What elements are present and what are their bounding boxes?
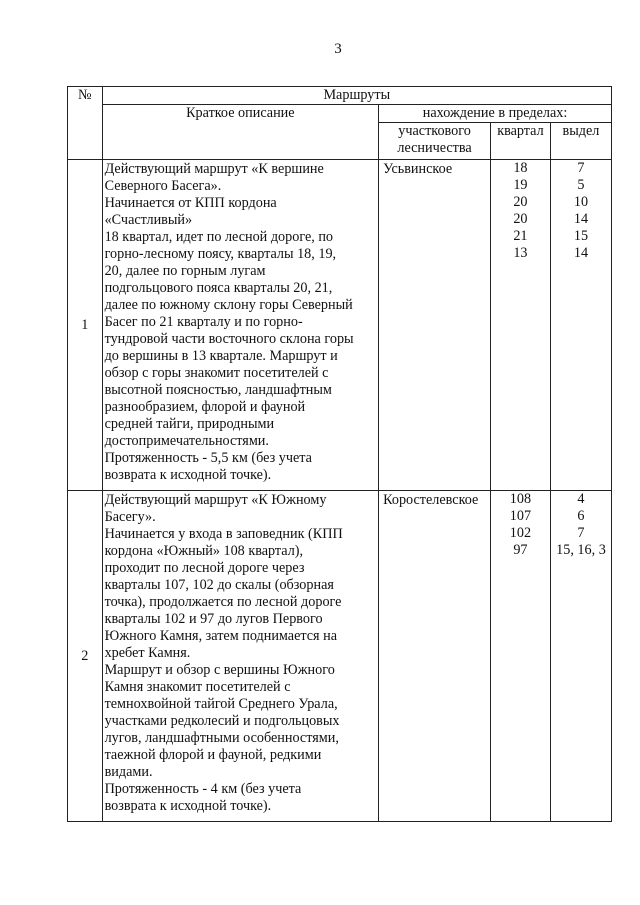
description-line: Протяженность - 5,5 км (без учета [104, 450, 312, 466]
forestry-name: Усьвинское [379, 160, 491, 491]
vydel-value: 7 [577, 160, 585, 176]
table-row [68, 160, 612, 491]
row-number: 2 [68, 491, 103, 822]
description-line: «Счастливый» [104, 212, 193, 228]
header-forestry-line2: лесничества [397, 140, 472, 156]
kvartal-value: 108 [509, 491, 532, 507]
kvartal-value: 19 [513, 177, 528, 193]
kvartal-value: 97 [513, 542, 528, 558]
description-line: Действующий маршрут «К вершине [104, 161, 324, 177]
kvartal-value: 107 [509, 508, 532, 524]
header-short-description: Краткое описание [102, 105, 379, 160]
description-line: видами. [104, 764, 153, 780]
description-line: далее по южному склону горы Северный [104, 297, 353, 313]
description-line: обзор с горы знакомит посетителей с [104, 365, 329, 381]
route-description [102, 491, 379, 822]
kvartal-value: 13 [513, 245, 528, 261]
header-kvartal: квартал [490, 123, 550, 160]
description-line: Басег по 21 кварталу и по горно- [104, 314, 303, 330]
description-line: темнохвойной тайгой Среднего Урала, [104, 696, 338, 712]
route-description [102, 160, 379, 491]
description-line: Северного Басега». [104, 178, 222, 194]
description-line: 20, далее по горным лугам [104, 263, 266, 279]
vydel-value: 15 [573, 228, 589, 244]
kvartal-list [490, 491, 550, 822]
row-number: 1 [68, 160, 103, 491]
description-line: хребет Камня. [104, 645, 191, 661]
header-vydel: выдел [550, 123, 611, 160]
kvartal-value: 20 [513, 194, 528, 210]
description-line: Басегу». [104, 509, 156, 525]
description-line: Маршрут и обзор с вершины Южного [104, 662, 335, 678]
description-line: проходит по лесной дороге через [104, 560, 305, 576]
vydel-list [550, 160, 611, 491]
description-line: Камня знакомит посетителей с [104, 679, 291, 695]
vydel-value: 7 [577, 525, 585, 541]
vydel-value: 15, 16, 3 [556, 542, 606, 558]
vydel-value: 14 [573, 245, 589, 261]
kvartal-value: 18 [513, 160, 528, 176]
routes-table [67, 86, 612, 822]
description-line: средней тайги, природными [104, 416, 275, 432]
description-line: Протяженность - 4 км (без учета [104, 781, 302, 797]
page-number: 3 [334, 41, 342, 57]
kvartal-value: 102 [509, 525, 532, 541]
description-line: до вершины в 13 квартале. Маршрут и [104, 348, 338, 364]
kvartal-value: 20 [513, 211, 528, 227]
description-line: 18 квартал, идет по лесной дороге, по [104, 229, 334, 245]
description-line: возврата к исходной точке). [104, 467, 272, 483]
kvartal-value: 21 [513, 228, 528, 244]
description-line: разнообразием, флорой и фауной [104, 399, 306, 415]
description-line: кварталы 102 и 97 до лугов Первого [104, 611, 323, 627]
description-line: лугов, ландшафтными особенностями, [104, 730, 339, 746]
description-line: подгольцового пояса кварталы 20, 21, [104, 280, 333, 296]
description-line: достопримечательностями. [104, 433, 269, 449]
description-line: высотной поясностью, ландшафтным [104, 382, 332, 398]
vydel-value: 10 [573, 194, 589, 210]
header-routes: Маршруты [102, 87, 611, 105]
description-line: Действующий маршрут «К Южному [104, 492, 327, 508]
description-line: кварталы 107, 102 до скалы (обзорная [104, 577, 334, 593]
description-line: Начинается от КПП кордона [104, 195, 277, 211]
vydel-value: 4 [577, 491, 585, 507]
description-line: Начинается у входа в заповедник (КПП [104, 526, 343, 542]
description-line: тундровой части восточного склона горы [104, 331, 354, 347]
vydel-value: 14 [573, 211, 589, 227]
description-line: горно-лесному поясу, кварталы 18, 19, [104, 246, 337, 262]
description-line: Южного Камня, затем поднимается на [104, 628, 338, 644]
description-line: кордона «Южный» 108 квартал), [104, 543, 304, 559]
kvartal-list [490, 160, 550, 491]
vydel-list [550, 491, 611, 822]
description-line: участками редколесий и подгольцовых [104, 713, 340, 729]
description-line: возврата к исходной точке). [104, 798, 272, 814]
header-forestry [379, 123, 491, 160]
description-line: точка), продолжается по лесной дороге [104, 594, 342, 610]
header-location-within: нахождение в пределах: [379, 105, 612, 123]
vydel-value: 5 [577, 177, 585, 193]
header-num: № [68, 87, 103, 160]
table-row [68, 491, 612, 822]
description-line: таежной флорой и фауной, редкими [104, 747, 322, 763]
header-forestry-line1: участкового [398, 123, 471, 139]
forestry-name: Коростелевское [379, 491, 491, 822]
vydel-value: 6 [577, 508, 585, 524]
